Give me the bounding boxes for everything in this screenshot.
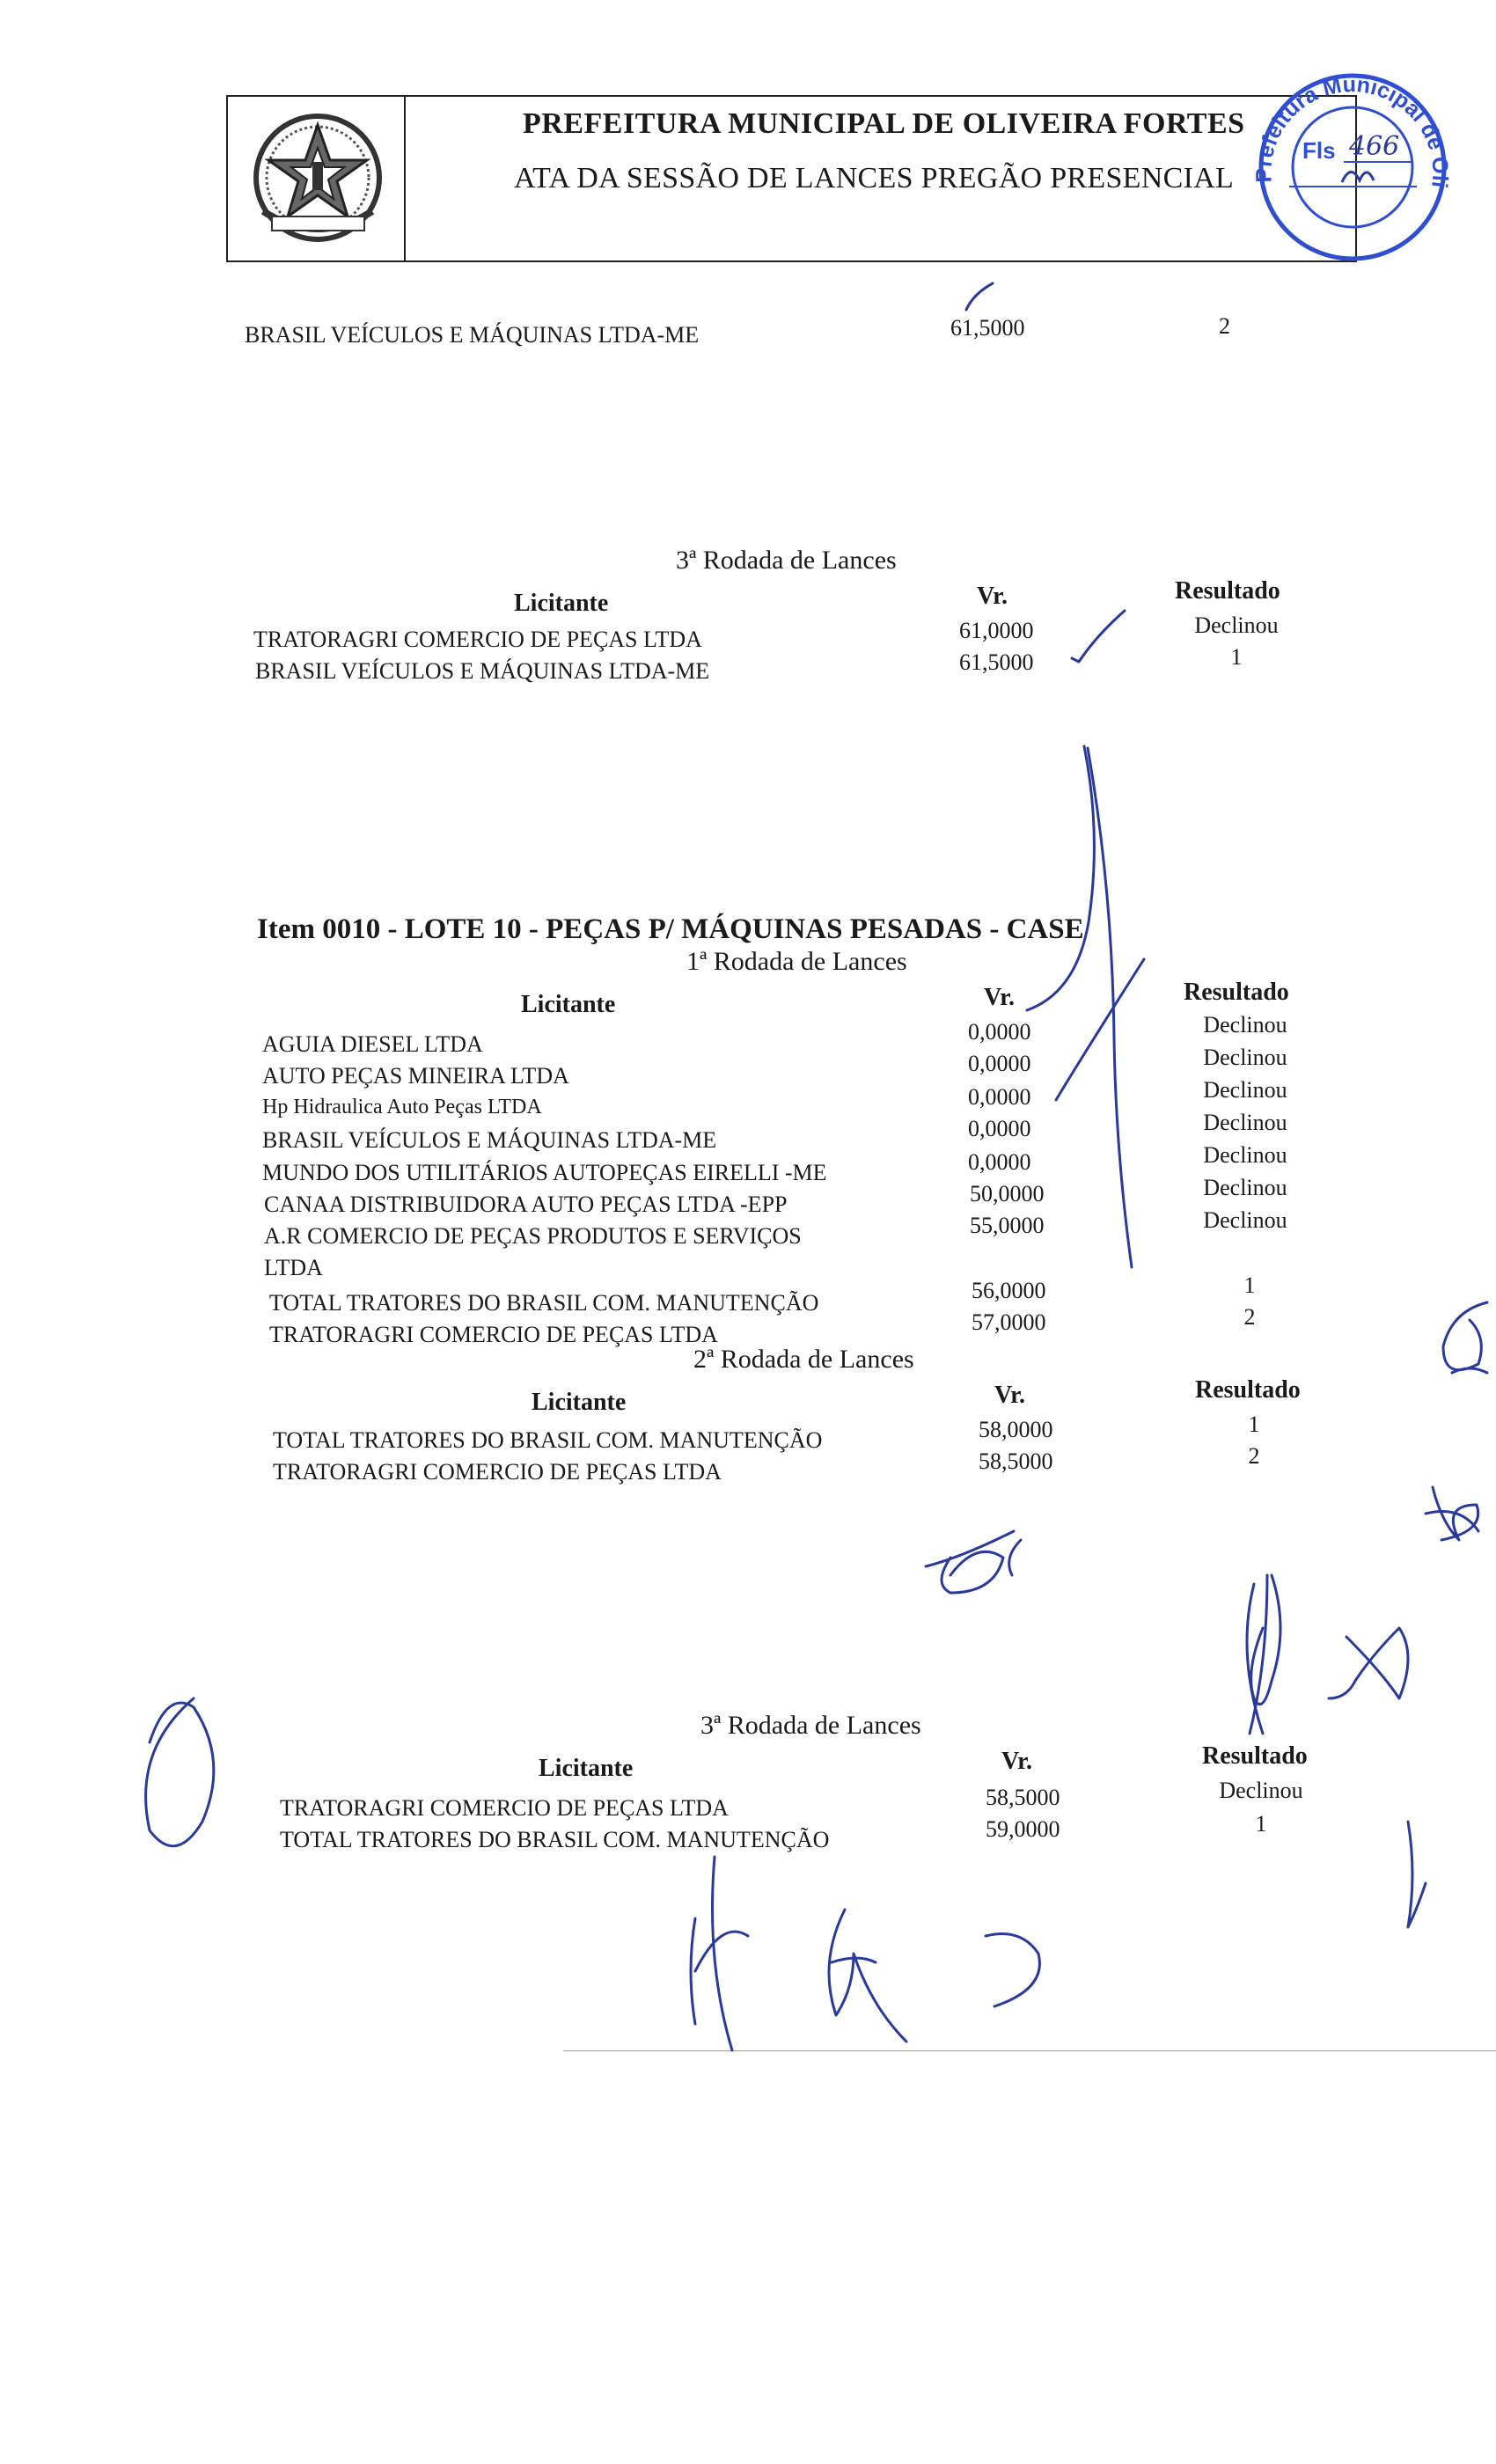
- bid-row-value: 58,5000: [986, 1785, 1060, 1810]
- bid-row-value: 0,0000: [968, 1116, 1031, 1141]
- header-subtitle: ATA DA SESSÃO DE LANCES PREGÃO PRESENCIAL: [514, 162, 1235, 194]
- bid-row-value: 0,0000: [968, 1019, 1031, 1045]
- bid-row-result: Declinou: [1219, 1778, 1303, 1803]
- bid-row-value: 0,0000: [968, 1084, 1031, 1110]
- column-header-result: Resultado: [1175, 577, 1280, 605]
- column-header-value: Vr.: [1001, 1748, 1032, 1775]
- bid-row-bidder: BRASIL VEÍCULOS E MÁQUINAS LTDA-ME: [262, 1127, 717, 1153]
- item-title: Item 0010 - LOTE 10 - PEÇAS P/ MÁQUINAS PESADAS - CASE: [257, 913, 1084, 945]
- document-header: [226, 95, 1357, 262]
- initials-signature: [926, 1531, 1021, 1593]
- bid-row-value: 61,5000: [950, 315, 1025, 341]
- bid-row-bidder: BRASIL VEÍCULOS E MÁQUINAS LTDA-ME: [245, 322, 700, 348]
- margin-initial: [1408, 1822, 1426, 1927]
- bid-row-bidder: TRATORAGRI COMERCIO DE PEÇAS LTDA: [269, 1322, 718, 1347]
- bid-row-value: 57,0000: [972, 1309, 1046, 1335]
- bid-row-result: Declinou: [1203, 1175, 1287, 1200]
- bid-row-bidder: BRASIL VEÍCULOS E MÁQUINAS LTDA-ME: [255, 658, 710, 684]
- bid-row-result: 2: [1243, 1304, 1256, 1330]
- bid-row-bidder: TOTAL TRATORES DO BRASIL COM. MANUTENÇÃO: [269, 1290, 819, 1316]
- bid-row-result: 2: [1248, 1443, 1260, 1469]
- bid-row-result: Declinou: [1194, 612, 1279, 638]
- bid-row-value: 61,0000: [959, 618, 1034, 643]
- signature-stroke: [986, 1934, 1039, 2007]
- signature-stroke: [829, 1910, 906, 2042]
- signature-stroke: [1247, 1575, 1280, 1734]
- header-divider: [404, 97, 406, 260]
- column-header-result: Resultado: [1184, 979, 1289, 1006]
- bid-row-bidder: TOTAL TRATORES DO BRASIL COM. MANUTENÇÃO: [273, 1427, 823, 1453]
- stamp-label: Fls: [1302, 137, 1336, 164]
- margin-signature: [146, 1698, 214, 1846]
- bid-row-bidder: Hp Hidraulica Auto Peças LTDA: [262, 1096, 542, 1118]
- column-header-value: Vr.: [984, 984, 1015, 1011]
- margin-initial: [1426, 1487, 1478, 1540]
- bid-row-result: 1: [1230, 644, 1243, 670]
- bid-row-result: 1: [1255, 1811, 1267, 1837]
- bid-row-bidder: AGUIA DIESEL LTDA: [262, 1031, 483, 1057]
- bid-row-value: 0,0000: [968, 1051, 1031, 1076]
- municipal-page-stamp: [1236, 63, 1465, 266]
- bid-row-result: Declinou: [1203, 1110, 1287, 1135]
- column-header-bidder: Licitante: [521, 991, 616, 1018]
- bid-row-bidder: MUNDO DOS UTILITÁRIOS AUTOPEÇAS EIRELLI -ME: [262, 1160, 827, 1185]
- column-header-result: Resultado: [1202, 1742, 1308, 1770]
- slash-stroke: [1056, 959, 1144, 1100]
- header-title: PREFEITURA MUNICIPAL DE OLIVEIRA FORTES: [523, 107, 1245, 140]
- round-label: 3ª Rodada de Lances: [700, 1711, 921, 1740]
- stamp-arc-text: Prefeitura Municipal de Oli: [1251, 72, 1453, 190]
- coat-of-arms-emblem: [246, 106, 391, 251]
- stamp-page-number: 466: [1349, 131, 1400, 162]
- column-header-result: Resultado: [1195, 1376, 1301, 1404]
- signature-stroke: [691, 1857, 748, 2050]
- bid-row-result: Declinou: [1203, 1142, 1287, 1168]
- round-label: 3ª Rodada de Lances: [676, 546, 897, 575]
- round-label: 2ª Rodada de Lances: [693, 1345, 914, 1374]
- page-bottom-rule: [563, 2050, 1496, 2051]
- bid-row-value: 58,0000: [979, 1417, 1053, 1442]
- bid-row-bidder-continued: LTDA: [264, 1255, 323, 1280]
- bid-row-bidder: TRATORAGRI COMERCIO DE PEÇAS LTDA: [273, 1459, 722, 1485]
- bid-row-value: 50,0000: [970, 1181, 1045, 1206]
- column-header-bidder: Licitante: [532, 1389, 627, 1416]
- bid-row-result: Declinou: [1203, 1045, 1287, 1070]
- column-header-bidder: Licitante: [539, 1755, 634, 1782]
- bid-row-bidder: A.R COMERCIO DE PEÇAS PRODUTOS E SERVIÇOS: [264, 1223, 802, 1249]
- column-header-value: Vr.: [994, 1382, 1025, 1409]
- bid-row-value: 0,0000: [968, 1149, 1031, 1175]
- bid-row-bidder: TRATORAGRI COMERCIO DE PEÇAS LTDA: [253, 627, 702, 652]
- bid-row-result: 1: [1248, 1412, 1260, 1437]
- column-header-value: Vr.: [977, 583, 1008, 610]
- check-mark: [966, 283, 993, 310]
- margin-initial: [1443, 1302, 1487, 1373]
- bid-row-bidder: CANAA DISTRIBUIDORA AUTO PEÇAS LTDA -EPP: [264, 1192, 788, 1217]
- bid-row-result: Declinou: [1203, 1077, 1287, 1103]
- bid-row-value: 56,0000: [972, 1278, 1046, 1303]
- svg-text:Prefeitura Municipal de Olivei: [1236, 63, 1453, 189]
- bid-row-result: 2: [1219, 313, 1230, 339]
- bid-row-value: 59,0000: [986, 1816, 1060, 1842]
- round-label: 1ª Rodada de Lances: [686, 947, 907, 976]
- bid-row-bidder: TOTAL TRATORES DO BRASIL COM. MANUTENÇÃO: [280, 1827, 830, 1852]
- column-header-bidder: Licitante: [514, 590, 609, 617]
- bid-row-value: 61,5000: [959, 649, 1034, 675]
- bid-row-result: Declinou: [1203, 1012, 1287, 1038]
- bid-row-value: 55,0000: [970, 1213, 1045, 1238]
- bid-row-result: 1: [1243, 1272, 1256, 1298]
- signature-stroke: [1329, 1628, 1408, 1698]
- bid-row-bidder: TRATORAGRI COMERCIO DE PEÇAS LTDA: [280, 1795, 729, 1821]
- bid-row-value: 58,5000: [979, 1448, 1053, 1474]
- bid-row-result: Declinou: [1203, 1207, 1287, 1233]
- check-mark: [1072, 611, 1125, 662]
- bid-row-bidder: AUTO PEÇAS MINEIRA LTDA: [262, 1063, 569, 1089]
